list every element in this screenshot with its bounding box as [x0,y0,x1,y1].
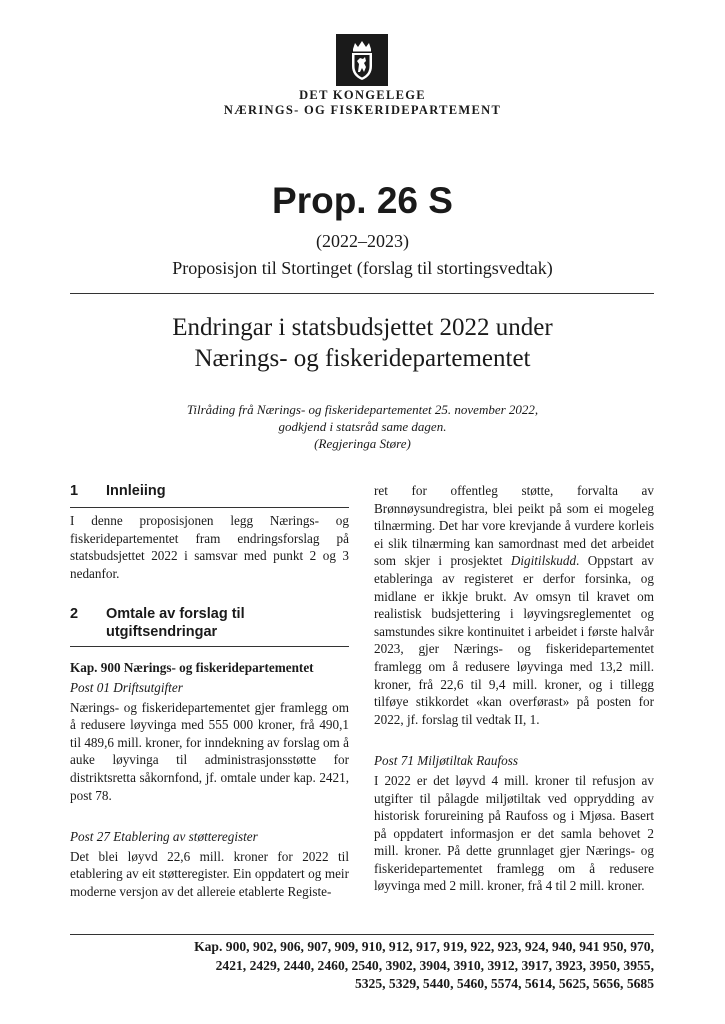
section1-number: 1 [70,483,79,499]
section1-body: I denne proposisjonen legg Nærings- og fiskeridepartementet fram endringsforslag på statsbudsjettet 2022 i samsvar med punkt 2 og 3 nedanfor. [70,513,349,581]
right-column [374,482,654,895]
document-subtitle: Proposisjon til Stortinget (forslag til stortingsvedtak) [172,258,553,278]
chapter-list-line1: Kap. 900, 902, 906, 907, 909, 910, 912, 917, 919, 922, 923, 924, 940, 941 950, 970, [194,939,654,954]
post01-body: Nærings- og fiskeridepartementet gjer framlegg om å redusere løyvinga med 555 000 kroner, frå 490,1 til 489,6 mill. kroner, for inndekning av forslag om å auke løyvinga til administrasjonsstøtte for distriktsretta såkornfond, jf. omtale under kap. 2421, post 78. [70,699,349,803]
recommendation-line2: godkjend i statsråd same dagen. [278,419,447,434]
footer-divider [70,934,654,935]
chapter-list-line3: 5325, 5329, 5440, 5460, 5574, 5614, 5625, 5656, 5685 [354,976,654,992]
recommendation-note [80,401,645,452]
page-title [80,312,645,374]
chapter-heading: Kap. 900 Nærings- og fiskeridepartementet [70,660,314,676]
post27-body-part2 [374,482,654,728]
section2-number: 2 [70,606,79,623]
proposition-number: Prop. 26 S [272,180,453,221]
post71-body: I 2022 er det løyvd 4 mill. kroner til refusjon av utgifter til pålagde miljøtiltak ved opprydding av historisk forureining på Raufoss og i Mjøsa. Basert på oppdatert informasjon er det samla behovet 2 mill. kroner. På dette grunnlaget gjer Nærings- og fiskeridepartementet framlegg om å redusere løyvinga med 2 mill. kroner, frå 4 til 2 mill. kroner. [374,772,654,894]
section1-title: Innleiing [106,483,166,499]
post27-title: Post 27 Etablering av støtteregister [70,829,258,845]
recommendation-line1: Tilråding frå Nærings- og fiskeridepartementet 25. november 2022, [186,402,539,417]
royal-coat-of-arms-icon [336,34,388,86]
section2-title-line2: utgiftsendringar [106,624,218,641]
session-years: (2022–2023) [316,231,409,251]
recommendation-line3: (Regjeringa Støre) [314,436,411,451]
project-name: Digitilskudd [510,553,577,569]
post27-body-part1: Det blei løyvd 22,6 mill. kroner for 2022 til etablering av eit støtteregister. Ein oppdatert og meir moderne versjon av det allereie etablerte Registe- [70,848,349,899]
page-title-line1: Endringar i statsbudsjettet 2022 under [172,314,553,341]
section2-title-line1: Omtale av forslag til [106,606,245,623]
post27-body-text-a: ret for offentleg støtte, forvalta av Brønnøysundregistra, blei peikt på som ei mogeleg tilnærming. Det har vore krevjande å vurdere korleis ei slik tilnærming kan samordnast med det arbeidet som skjer i prosjektet [374,483,654,569]
post01-title: Post 01 Driftsutgifter [70,679,183,695]
section1-heading [70,482,349,500]
department-name-line1: DET KONGELEGE [299,88,426,102]
post71-title: Post 71 Miljøtiltak Raufoss [374,753,518,769]
title-divider [70,293,654,294]
page-title-line2: Nærings- og fiskeridepartementet [194,345,531,372]
chapter-list-line2: 2421, 2429, 2440, 2460, 2540, 3902, 3904, 3910, 3912, 3917, 3923, 3950, 3955, [215,957,654,973]
section2-heading [70,605,349,641]
left-column [70,482,349,901]
post27-body-text-b: . Oppstart av etableringa av registeret er derfor forsinka, og midlane er ikkje brukt. Av omsyn til kravet om realistisk budsjettering i løyvingsreglementet og samstundes sikre kontinuitet i arbeidet i første halvår 2023, gjer Nærings- og fiskeridepartementet framlegg om å redusere løyvinga med 13,2 mill. kroner, frå 22,6 til 9,4 mill. kroner, og i tillegg tilføye stikkordet «kan overførast» på posten for 2022, jf. forslag til vedtak II, 1. [374,553,654,727]
department-name-line2: NÆRINGS- OG FISKERIDEPARTEMENT [223,103,502,117]
section2-rule [70,646,349,647]
section1-rule [70,507,349,508]
section2-title [106,605,245,641]
chapter-list [70,938,654,994]
